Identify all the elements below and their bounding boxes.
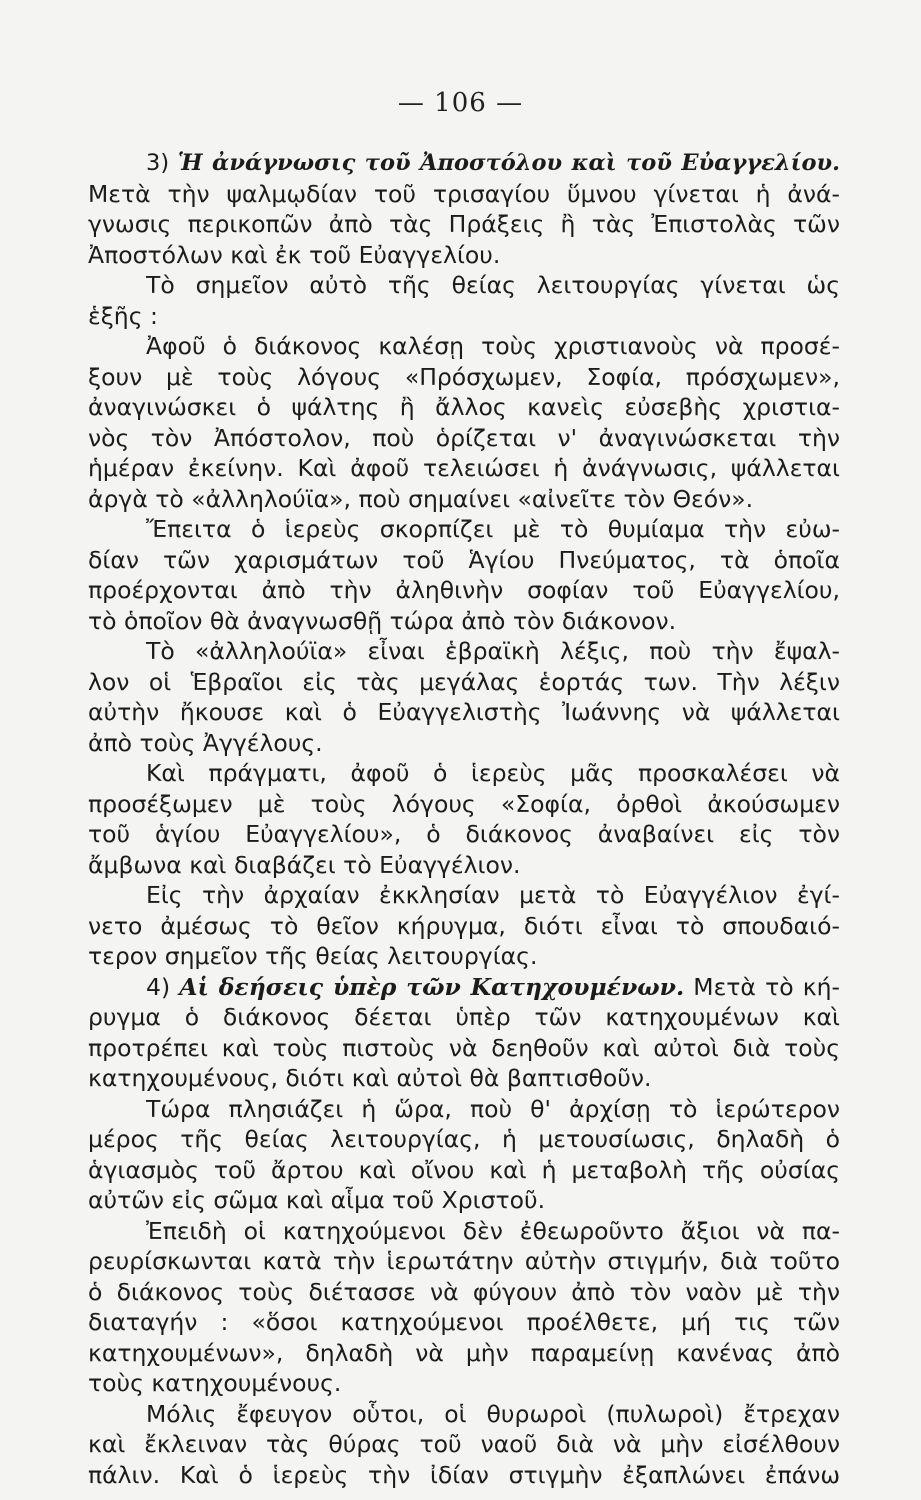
line-text: ἑξῆς : <box>88 301 158 330</box>
text-line <box>88 941 840 972</box>
text-line <box>88 270 840 301</box>
line-text: Καὶ πράγματι, ἀφοῦ ὁ ἱερεὺς μᾶς προσκαλέσει νὰ <box>146 759 840 787</box>
line-text: αὐτὴν ἤκουσε καὶ ὁ Εὐαγγελιστὴς Ἰωάννης νὰ ψάλλεται <box>88 698 840 726</box>
text-line <box>88 1338 840 1369</box>
line-text: Μετὰ τὴν ψαλμῳδίαν τοῦ τρισαγίου ὕμνου γίνεται ἡ ἀνά- <box>88 179 840 208</box>
line-text: Ἀφοῦ ὁ διάκονος καλέσῃ τοὺς χριστιανοὺς νὰ προσέ- <box>146 332 840 360</box>
text-line <box>88 636 840 667</box>
line-text: καὶ ἔκλειναν τὰς θύρας τοῦ ναοῦ διὰ νὰ μὴν εἰσέλθουν <box>88 1430 840 1458</box>
line-text: ξουν μὲ τοὺς λόγους «Πρόσχωμεν, Σοφία, πρόσχωμεν», <box>88 362 840 391</box>
text-line <box>88 1155 840 1186</box>
text-line <box>88 758 840 789</box>
line-text: ἄμβωνα καὶ διαβάζει τὸ Εὐαγγέλιον. <box>88 850 521 879</box>
line-text: ρευρίσκωνται κατὰ τὴν ἱερωτάτην αὐτὴν στιγμήν, διὰ τοῦτο <box>88 1247 840 1275</box>
section-heading: Αἱ δεήσεις ὑπὲρ τῶν Κατηχουμένων. <box>179 972 685 1001</box>
text-line <box>88 697 840 728</box>
text-line <box>88 514 840 545</box>
line-text: αὐτῶν εἰς σῶμα καὶ αἷμα τοῦ Χριστοῦ. <box>88 1186 546 1214</box>
text-line <box>88 789 840 820</box>
text-line <box>88 331 840 362</box>
line-text: γνωσις περικοπῶν ἀπὸ τὰς Πράξεις ἢ τὰς Ἐπιστολὰς τῶν <box>88 210 840 238</box>
page-number: — 106 — <box>397 88 524 118</box>
text-line <box>88 423 840 454</box>
line-text: προσέξωμεν μὲ τοὺς λόγους «Σοφία, ὀρθοὶ ἀκούσωμεν <box>88 789 840 818</box>
text-line <box>88 209 840 240</box>
line-text: Εἰς τὴν ἀρχαίαν ἐκκλησίαν μετὰ τὸ Εὐαγγέλιον ἐγί- <box>146 881 840 909</box>
line-text: Τὸ σημεῖον αὐτὸ τῆς θείας λειτουργίας γίνεται ὡς <box>146 271 840 299</box>
text-line <box>88 1246 840 1277</box>
line-text: ἀργὰ τὸ «ἀλληλούϊα», ποὺ σημαίνει «αἰνεῖτε τὸν Θεόν». <box>88 484 754 513</box>
line-text: δίαν τῶν χαρισμάτων τοῦ Ἁγίου Πνεύματος, τὰ ὁποῖα <box>88 545 840 574</box>
text-line <box>88 606 840 637</box>
text-line <box>88 1429 840 1460</box>
text-line <box>88 484 840 515</box>
text-line <box>88 1216 840 1247</box>
line-text: μέρος τῆς θείας λειτουργίας, ἡ μετουσίωσις, δηλαδὴ ὁ <box>88 1125 840 1153</box>
section-number: 3) <box>146 150 178 176</box>
text-line <box>88 240 840 271</box>
text-line <box>88 880 840 911</box>
line-text: Μετὰ τὸ κή- <box>684 972 840 1001</box>
line-text: Ἀποστόλων καὶ ἐκ τοῦ Εὐαγγελίου. <box>88 240 501 269</box>
line-text: Ἔπειτα ὁ ἱερεὺς σκορπίζει μὲ τὸ θυμίαμα τὴν εὐω- <box>146 515 840 543</box>
text-line <box>88 1094 840 1125</box>
text-line <box>88 545 840 576</box>
line-text: ρυγμα ὁ διάκονος δέεται ὑπὲρ τῶν κατηχουμένων καὶ <box>88 1003 840 1031</box>
line-text: νετο ἀμέσως τὸ θεῖον κήρυγμα, διότι εἶναι τὸ σπουδαιό- <box>88 911 840 940</box>
text-line <box>88 575 840 606</box>
text-line <box>88 362 840 393</box>
section-heading: Ἡ ἀνάγνωσις τοῦ Ἀποστόλου καὶ τοῦ Εὐαγγελίου. <box>177 150 840 176</box>
line-text: τερον σημεῖον τῆς θείας λειτουργίας. <box>88 942 538 970</box>
section-number: 4) <box>146 972 180 1001</box>
line-text: ἀπὸ τοὺς Ἀγγέλους. <box>88 728 323 757</box>
line-text: προτρέπει καὶ τοὺς πιστοὺς νὰ δεηθοῦν καὶ αὐτοὶ διὰ τοὺς <box>88 1033 840 1062</box>
line-text: Ἐπειδὴ οἱ κατηχούμενοι δὲν ἐθεωροῦντο ἄξιοι νὰ πα- <box>146 1216 840 1245</box>
line-text: πάλιν. Καὶ ὁ ἱερεὺς τὴν ἰδίαν στιγμὴν ἐξαπλώνει ἐπάνω <box>88 1460 840 1489</box>
text-line <box>88 1368 840 1399</box>
line-text: τὸ ὁποῖον θὰ ἀναγνωσθῇ τώρα ἀπὸ τὸν διάκονον. <box>88 606 677 635</box>
text-line <box>88 972 840 1003</box>
text-line <box>88 1124 840 1155</box>
line-text: νὸς τὸν Ἀπόστολον, ποὺ ὁρίζεται ν' ἀναγινώσκεται τὴν <box>88 423 840 452</box>
text-line <box>88 667 840 698</box>
line-text: διαταγήν : «ὅσοι κατηχούμενοι προέλθετε, μή τις τῶν <box>88 1308 840 1336</box>
text-line <box>88 179 840 210</box>
text-line <box>88 148 840 179</box>
line-text: ἡμέραν ἐκείνην. Καὶ ἀφοῦ τελειώσει ἡ ἀνάγνωσις, ψάλλεται <box>88 454 840 482</box>
line-text: λον οἱ Ἑβραῖοι εἰς τὰς μεγάλας ἑορτάς των. Τὴν λέξιν <box>88 667 840 696</box>
line-text: τοὺς κατηχουμένους. <box>88 1369 342 1397</box>
text-line <box>88 850 840 881</box>
line-text: Τὸ «ἀλληλούϊα» εἶναι ἑβραϊκὴ λέξις, ποὺ τὴν ἔψαλ- <box>146 637 840 665</box>
text-line <box>88 392 840 423</box>
line-text: Τώρα πλησιάζει ἡ ὥρα, ποὺ θ' ἀρχίσῃ τὸ ἱερώτερον <box>146 1094 840 1123</box>
text-line <box>88 1185 840 1216</box>
line-text: Μόλις ἔφευγον οὗτοι, οἱ θυρωροὶ (πυλωροὶ) ἔτρεχαν <box>146 1399 840 1428</box>
text-line <box>88 819 840 850</box>
text-line <box>88 911 840 942</box>
text-line <box>88 453 840 484</box>
line-text: τοῦ ἁγίου Εὐαγγελίου», ὁ διάκονος ἀναβαίνει εἰς τὸν <box>88 820 840 848</box>
text-line <box>88 1002 840 1033</box>
line-text: κατηχουμένων», δηλαδὴ νὰ μὴν παραμείνῃ κανένας ἀπὸ <box>88 1338 840 1367</box>
text-line <box>88 301 840 332</box>
text-line <box>88 1063 840 1094</box>
body-text <box>88 148 840 1490</box>
text-line <box>88 1399 840 1430</box>
text-line <box>88 1277 840 1308</box>
line-text: ὁ διάκονος τοὺς διέτασσε νὰ φύγουν ἀπὸ τὸν ναὸν μὲ τὴν <box>88 1277 840 1306</box>
text-line <box>88 1307 840 1338</box>
text-line <box>88 1033 840 1064</box>
line-text: ἀναγινώσκει ὁ ψάλτης ἢ ἄλλος κανεὶς εὐσεβὴς χριστια- <box>88 393 840 421</box>
line-text: κατηχουμένους, διότι καὶ αὐτοὶ θὰ βαπτισθοῦν. <box>88 1064 652 1092</box>
text-line <box>88 1460 840 1491</box>
line-text: ἁγιασμὸς τοῦ ἄρτου καὶ οἴνου καὶ ἡ μεταβολὴ τῆς οὐσίας <box>88 1155 840 1184</box>
text-line <box>88 728 840 759</box>
line-text: προέρχονται ἀπὸ τὴν ἀληθινὴν σοφίαν τοῦ Εὐαγγελίου, <box>88 576 840 604</box>
